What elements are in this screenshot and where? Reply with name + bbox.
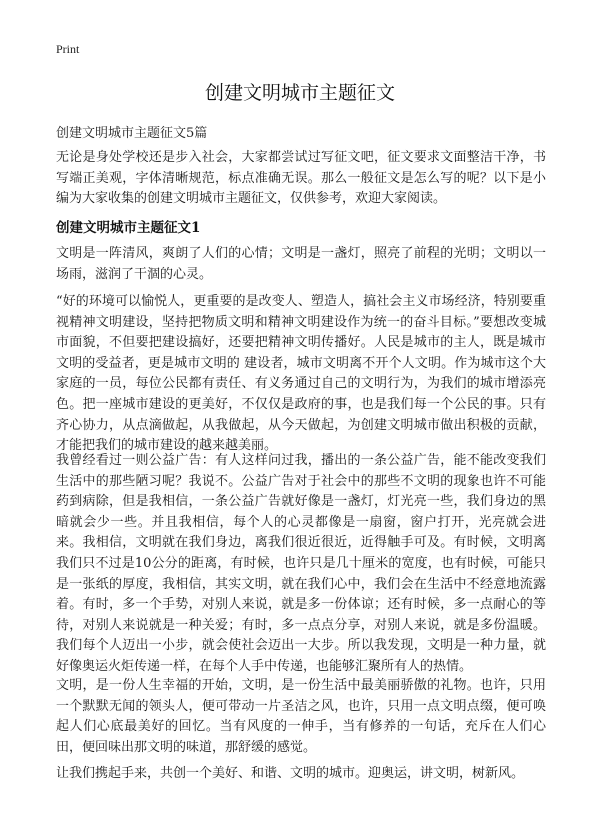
paragraph-3: 我曾经看过一则公益广告：有人这样问过我，播出的一条公益广告，能不能改变我们生活中的那些陋习呢？我说不。公益广告对于社会中的那些不文明的现象也许不可能药到病除，但是我相信，一条公益广告就好像是一盏灯，灯光亮一些，我们身边的黑暗就会少一些。并且我相信，每个人的心灵都像是一扇窗，窗户打开，光亮就会进来。我相信，文明就在我们身边，离我们很近很近，近得触手可及。有时候，文明离我们只不过是10公分的距离，有时候，也许只是几十厘米的宽度，也有时候，可能只是一张纸的厚度，我相信，其实文明，就在我们心中，我们会在生活中不经意地流露着。有时，多一个手势，对别人来说，就是多一份体谅；还有时候，多一点耐心的等待，对别人来说就是一种关爱；有时，多一点点分享，对别人来说，就是多份温暖。我们每个人迈出一小步，就会使社会迈出一大步。所以我发现，文明是一种力量，就好像奥运火炬传递一样，在每个人手中传递，也能够汇聚所有人的热情。: [56, 453, 546, 674]
paragraph-4: 文明，是一份人生幸福的开始，文明，是一份生活中最美丽骄傲的礼物。也许，只用一个默默无闻的领头人，便可带动一片圣洁之风，也许，只用一点文明点缀，便可唤起人们心底最美好的回忆。当有风度的一伸手，当有修养的一句话，充斥在人们心田，便回味出那文明的味道，那舒缓的感觉。: [56, 678, 546, 755]
document-subtitle: 创建文明城市主题征文5篇: [56, 126, 208, 141]
print-link[interactable]: Print: [56, 42, 80, 56]
paragraph-2: “好的环境可以愉悦人，更重要的是改变人、塑造人，搞社会主义市场经济，特别要重视精神文明建设，坚持把物质文明和精神文明建设作为统一的奋斗目标。”要想改变城市面貌，不但要把建设搞好，还要把精神文明传播好。人民是城市的主人，既是城市文明的受益者，更是城市文明的 建设者，城市文明离不开个人文明。作为城市这个大家庭的一员，每位公民都有责任、有义务通过自己的文明行为，为我们的城市增添亮色。把一座城市建设的更美好，不仅仅是政府的事，也是我们每一个公民的事。只有齐心协力，从点滴做起，从我做起，从今天做起，为创建文明城市做出积极的贡献，才能把我们的城市建设的越来越美丽。: [56, 294, 546, 454]
intro-paragraph: 无论是身处学校还是步入社会，大家都尝试过写征文吧，征文要求文面整洁干净，书写端正美观，字体清晰规范，标点准确无误。那么一般征文是怎么写的呢？以下是小编为大家收集的创建文明城市主题征文，仅供参考，欢迎大家阅读。: [56, 150, 546, 207]
document-title: 创建文明城市主题征文: [204, 82, 395, 104]
paragraph-5: 让我们携起手来，共创一个美好、和谐、文明的城市。迎奥运，讲文明，树新风。: [56, 766, 525, 781]
paragraph-1: 文明是一阵清风，爽朗了人们的心情；文明是一盏灯，照亮了前程的光明；文明以一场雨，滋润了干涸的心灵。: [56, 246, 546, 282]
section-heading: 创建文明城市主题征文1: [56, 220, 201, 236]
